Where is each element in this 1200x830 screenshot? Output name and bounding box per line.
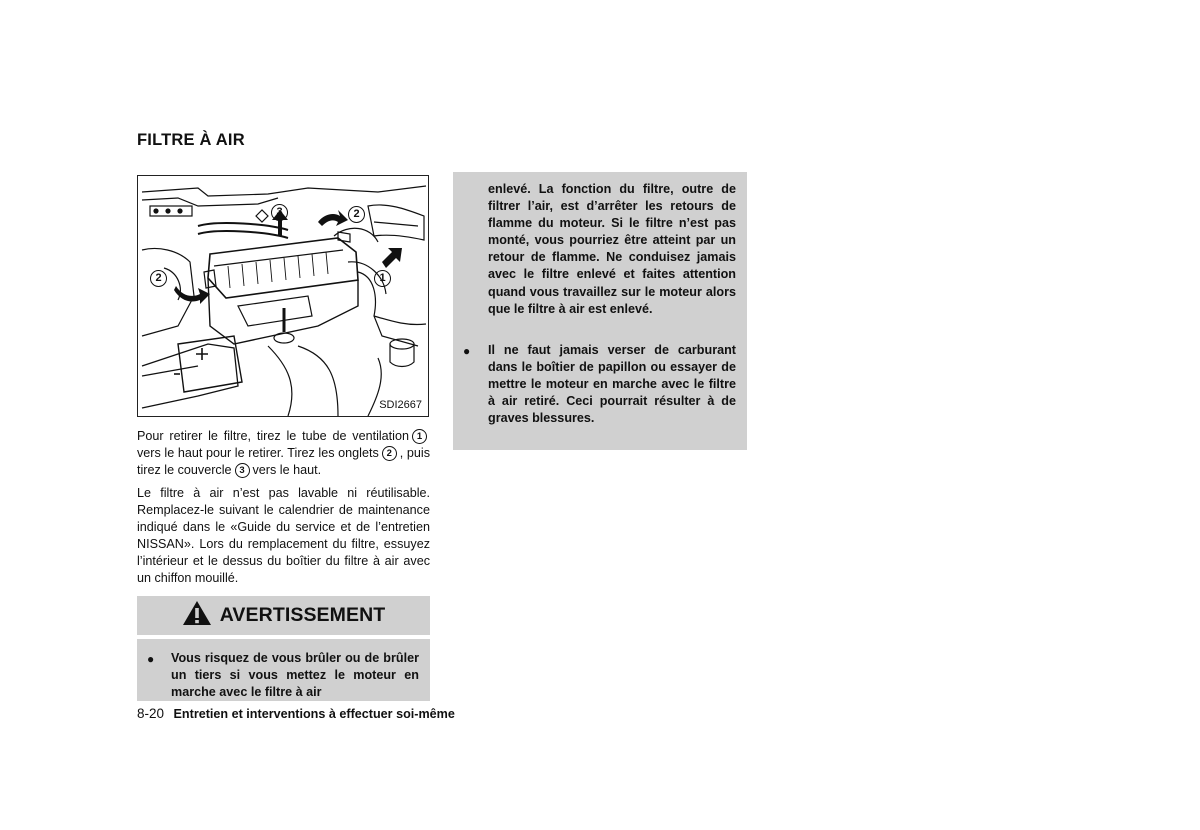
page-number: 8-20 [137, 706, 165, 721]
warning-title: AVERTISSEMENT [219, 604, 386, 626]
instructions-text: vers le haut pour le retirer. Tirez les onglets [137, 446, 379, 460]
warning-body-right [453, 172, 747, 450]
warning-item-1-start: Vous risquez de vous brûler ou de brûler un tiers si vous mettez le moteur en marche avec le filtre à air [171, 651, 419, 700]
instructions-text: vers le haut. [252, 463, 322, 477]
warning-item-1-continued: enlevé. La fonction du filtre, outre de filtrer l’air, est d’arrêter les retours de flamme du moteur. Si le filtre n’est pas monté, vous pourriez être atteint par un retour de flamme. Ne conduisez jamais avec le filtre enlevé et faites attention quand vous travaillez sur le moteur alors que le filtre à air est enlevé. [488, 182, 736, 316]
instructions-text: puis tirez le couvercle [137, 446, 430, 477]
bullet-icon: ● [147, 652, 155, 666]
instructions-text: Pour retirer le filtre, tirez le tube de ventilation [137, 429, 409, 443]
page-footer [137, 706, 455, 721]
instructions-paragraph [137, 428, 430, 479]
warning-triangle-icon [182, 600, 212, 631]
chapter-title: Entretien et interventions à effectuer soi-même [173, 707, 455, 721]
instructions-text: , [399, 446, 404, 460]
callout-3: 3 [271, 204, 288, 221]
maintenance-paragraph: Le filtre à air n’est pas lavable ni réutilisable. Remplacez-le suivant le calendrier de maintenance indiqué dans le «Guide du service et de l’entretien NISSAN». Lors du remplacement du filtre, essuyez l’intérieur et le dessus du boîtier du filtre à air avec un chiffon mouillé. [137, 486, 430, 585]
warning-body-left [137, 639, 430, 701]
warning-header [137, 596, 430, 635]
section-title: FILTRE À AIR [137, 131, 245, 149]
figure-code: SDI2667 [379, 399, 422, 411]
warning-item-2: Il ne faut jamais verser de carburant dans le boîtier de papillon ou essayer de mettre le moteur en marche avec le filtre à air retiré. Ceci pourrait résulter à de graves blessures. [488, 343, 736, 426]
callout-ref-3: 3 [235, 463, 250, 478]
callout-ref-1: 1 [412, 429, 427, 444]
bullet-icon: ● [463, 344, 471, 358]
callout-ref-2: 2 [382, 446, 397, 461]
callout-2-top: 2 [348, 206, 365, 223]
callout-2-left: 2 [150, 270, 167, 287]
air-filter-illustration [137, 175, 429, 417]
callout-1: 1 [374, 270, 391, 287]
